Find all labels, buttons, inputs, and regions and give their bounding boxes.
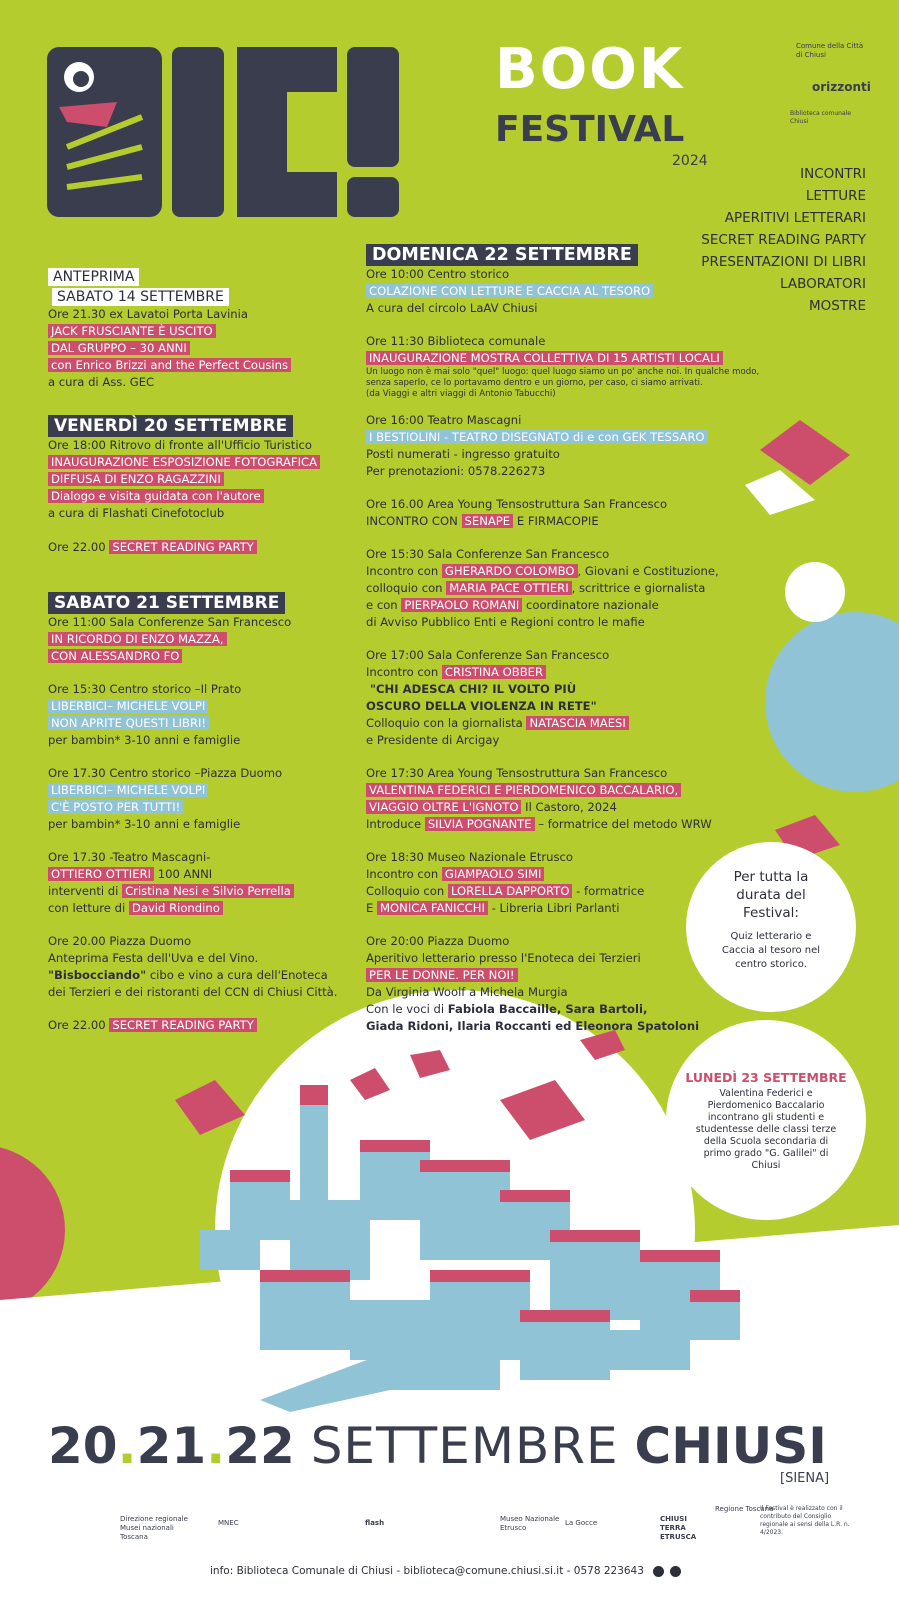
circle-title: LUNEDÌ 23 SETTEMBRE bbox=[685, 1070, 847, 1085]
event-title: SECRET READING PARTY bbox=[109, 540, 257, 554]
event-guest: GHERARDO COLOMBO bbox=[442, 564, 578, 578]
event-title: IN RICORDO DI ENZO MAZZA, bbox=[48, 632, 227, 646]
event-title: INAUGURAZIONE MOSTRA COLLETTIVA DI 15 ARTISTI LOCALI bbox=[366, 351, 723, 365]
date-day: 22 bbox=[225, 1417, 295, 1475]
event-audience: per bambin* 3-10 anni e famiglie bbox=[48, 817, 241, 831]
menu-item: LABORATORI bbox=[780, 276, 866, 292]
province: [SIENA] bbox=[780, 1471, 830, 1486]
event-guest: con Enrico Brizzi and the Perfect Cousins bbox=[48, 358, 291, 372]
event-time: Ore 22.00 bbox=[48, 1018, 106, 1032]
contact-info bbox=[210, 1565, 681, 1577]
event-title: "Bisbocciando" bbox=[48, 968, 147, 982]
facebook-icon[interactable] bbox=[653, 1566, 664, 1577]
event-label: , Giovani e Costituzione, bbox=[577, 564, 719, 578]
sponsor-strip bbox=[60, 1505, 860, 1555]
instagram-icon[interactable] bbox=[670, 1566, 681, 1577]
day-title: DOMENICA 22 SETTEMBRE bbox=[366, 244, 638, 266]
event-guest: CRISTINA OBBER bbox=[442, 665, 546, 679]
event-time: Ore 10:00 Centro storico bbox=[366, 267, 510, 281]
event-title: DAL GRUPPO – 30 ANNI bbox=[48, 341, 190, 355]
event-guests: Giada Ridoni, Ilaria Roccanti ed Eleonora Spatoloni bbox=[366, 1019, 700, 1033]
event-label: Introduce bbox=[366, 817, 422, 831]
event-label: – formatrice del metodo WRW bbox=[538, 817, 712, 831]
menu-item: INCONTRI bbox=[800, 166, 866, 182]
event-time: Ore 17:00 Sala Conferenze San Francesco bbox=[366, 648, 610, 662]
event-audience: per bambin* 3-10 anni e famiglie bbox=[48, 733, 241, 747]
event-publisher: Il Castoro, 2024 bbox=[525, 800, 617, 814]
event-label: - Libreria Libri Parlanti bbox=[491, 901, 620, 915]
event-guest: SENAPE bbox=[462, 514, 514, 528]
event-title: INAUGURAZIONE ESPOSIZIONE FOTOGRAFICA bbox=[48, 455, 320, 469]
festival-info-circle bbox=[686, 842, 856, 1012]
sponsor-logo: flash bbox=[365, 1519, 385, 1527]
partner-logo-orizzonti: orizzonti bbox=[812, 80, 871, 94]
event-guest: SILVIA POGNANTE bbox=[425, 817, 535, 831]
event-subtitle: Anteprima Festa dell'Uva e del Vino. bbox=[48, 951, 259, 965]
event-title: C'È POSTO PER TUTTI! bbox=[48, 800, 183, 814]
event-time: Ore 18:30 Museo Nazionale Etrusco bbox=[366, 850, 574, 864]
event-quote: senza saperlo, ce lo portavamo dentro e un giorno, per caso, ci siamo arrivati. bbox=[366, 378, 703, 388]
event-guest: NATASCIA MAESI bbox=[526, 716, 628, 730]
sabato-block bbox=[48, 592, 337, 1034]
event-title: DIFFUSA DI ENZO RAGAZZINI bbox=[48, 472, 224, 486]
event-description: e Presidente di Arcigay bbox=[366, 733, 500, 747]
event-time: Ore 16.00 Area Young Tensostruttura San Francesco bbox=[366, 497, 668, 511]
sponsor-logo: CHIUSI TERRA ETRUSCA bbox=[660, 1515, 697, 1541]
event-info: Posti numerati - ingresso gratuito bbox=[366, 447, 560, 461]
circle-title: Per tutta la durata del Festival: bbox=[733, 869, 809, 921]
date-month: SETTEMBRE bbox=[310, 1417, 619, 1475]
event-quote-source: (da Viaggi e altri viaggi di Antonio Tabucchi) bbox=[366, 389, 556, 399]
event-title: "CHI ADESCA CHI? IL VOLTO PIÙ bbox=[370, 682, 577, 696]
partner-logo-comune bbox=[796, 42, 866, 68]
event-booking: Per prenotazioni: 0578.226273 bbox=[366, 464, 546, 478]
event-label: interventi di bbox=[48, 884, 119, 898]
sponsor-logo: Museo Nazionale Etrusco bbox=[500, 1515, 560, 1532]
sponsor-logo: La Gocce bbox=[565, 1519, 598, 1527]
event-guest: PIERPAOLO ROMANI bbox=[401, 598, 522, 612]
circle-body: Quiz letterario e Caccia al tesoro nel centro storico. bbox=[721, 931, 821, 970]
partner-biblioteca-label: Biblioteca comunale Chiusi bbox=[790, 110, 851, 125]
event-label: INCONTRO CON bbox=[366, 514, 458, 528]
event-label: Incontro con bbox=[366, 564, 439, 578]
sponsor-logo: Regione Toscana bbox=[715, 1505, 774, 1513]
event-time: Ore 15:30 Sala Conferenze San Francesco bbox=[366, 547, 610, 561]
city-name: CHIUSI bbox=[634, 1417, 827, 1475]
event-guest: Cristina Nesi e Silvio Perrella bbox=[122, 884, 294, 898]
event-organizer: a cura di Flashati Cinefotoclub bbox=[48, 506, 225, 520]
menu-item: MOSTRE bbox=[809, 298, 866, 314]
event-guest: LORELLA DAPPORTO bbox=[448, 884, 573, 898]
event-label: Colloquio con bbox=[366, 884, 445, 898]
event-guest: David Riondino bbox=[129, 901, 223, 915]
event-label: Con le voci di bbox=[366, 1002, 445, 1016]
event-title: JACK FRUSCIANTE È USCITO bbox=[48, 324, 216, 338]
event-label: coordinatore nazionale bbox=[525, 598, 659, 612]
event-time: Ore 22.00 bbox=[48, 540, 106, 554]
event-time: Ore 21.30 ex Lavatoi Porta Lavinia bbox=[48, 307, 248, 321]
anteprima-date: SABATO 14 SETTEMBRE bbox=[52, 288, 229, 306]
event-label: Colloquio con la giornalista bbox=[366, 716, 523, 730]
festival-dates: 20.21.22 SETTEMBRE CHIUSI bbox=[48, 1417, 827, 1475]
event-time: Ore 18:00 Ritrovo di fronte all'Ufficio Turistico bbox=[48, 438, 313, 452]
event-title: NON APRITE QUESTI LIBRI! bbox=[48, 716, 209, 730]
event-label: E bbox=[366, 901, 374, 915]
event-quote: Un luogo non è mai solo "quel" luogo: quel luogo siamo un po' anche noi. In qualche modo, bbox=[366, 367, 760, 377]
day-title: SABATO 21 SETTEMBRE bbox=[48, 592, 285, 614]
menu-item: PRESENTAZIONI DI LIBRI bbox=[701, 254, 866, 270]
event-subtitle: Aperitivo letterario presso l'Enoteca dei Terzieri bbox=[366, 951, 641, 965]
event-guest: GIAMPAOLO SIMI bbox=[442, 867, 545, 881]
event-guest: MARIA PACE OTTIERI bbox=[446, 581, 571, 595]
event-title: OTTIERO OTTIERI bbox=[48, 867, 154, 881]
event-time: Ore 17.30 -Teatro Mascagni- bbox=[48, 850, 211, 864]
menu-item: LETTURE bbox=[805, 188, 866, 204]
event-organizer: a cura di Ass. GEC bbox=[48, 375, 155, 389]
anteprima-label: ANTEPRIMA bbox=[48, 268, 139, 286]
event-title: I BESTIOLINI - TEATRO DISEGNATO di e con GEK TESSARO bbox=[366, 430, 708, 444]
venerdi-block bbox=[48, 415, 320, 556]
event-label: con letture di bbox=[48, 901, 126, 915]
event-subtitle: Dialogo e visita guidata con l'autore bbox=[48, 489, 264, 503]
logo-year: 2024 bbox=[672, 153, 708, 169]
event-title: VIAGGIO OLTRE L'IGNOTO bbox=[366, 800, 521, 814]
day-title: VENERDÌ 20 SETTEMBRE bbox=[48, 415, 293, 437]
event-guests: Fabiola Baccaille, Sara Bartoli, bbox=[447, 1002, 648, 1016]
event-title-suffix: 100 ANNI bbox=[157, 867, 213, 881]
sponsor-logo: Direzione regionale Musei nazionali Toscana bbox=[120, 1515, 188, 1541]
event-title: COLAZIONE CON LETTURE E CACCIA AL TESORO bbox=[366, 284, 653, 298]
event-title: VALENTINA FEDERICI E PIERDOMENICO BACCALARIO, bbox=[366, 783, 681, 797]
event-label: Incontro con bbox=[366, 867, 439, 881]
menu-item: APERITIVI LETTERARI bbox=[724, 210, 866, 226]
funding-disclaimer: Il Festival è realizzato con il contributo del Consiglio regionale ai sensi della L.R. n. 4/2023. bbox=[760, 1505, 850, 1536]
event-label: E FIRMACOPIE bbox=[516, 514, 599, 528]
event-label: , scrittrice e giornalista bbox=[571, 581, 706, 595]
event-title: CON ALESSANDRO FO bbox=[48, 649, 182, 663]
event-label: - formatrice bbox=[576, 884, 645, 898]
anteprima-block bbox=[48, 266, 291, 391]
event-description: dei Terzieri e dei ristoranti del CCN di Chiusi Città. bbox=[48, 985, 338, 999]
event-title: PER LE DONNE. PER NOI! bbox=[366, 968, 518, 982]
event-title: OSCURO DELLA VIOLENZA IN RETE" bbox=[366, 699, 597, 713]
circle-body: Valentina Federici e Pierdomenico Baccalario incontrano gli studenti e studentesse delle classi terze della Scuola secondaria di primo grado "G. Galilei" di Chiusi bbox=[695, 1088, 837, 1171]
event-time: Ore 20:00 Piazza Duomo bbox=[366, 934, 510, 948]
date-day: 21 bbox=[136, 1417, 207, 1475]
menu-item: SECRET READING PARTY bbox=[701, 232, 866, 248]
event-time: Ore 17:30 Area Young Tensostruttura San Francesco bbox=[366, 766, 668, 780]
event-time: Ore 17.30 Centro storico –Piazza Duomo bbox=[48, 766, 283, 780]
contact-text: info: Biblioteca Comunale di Chiusi - biblioteca@comune.chiusi.si.it - 0578 223643 bbox=[210, 1565, 644, 1577]
event-time: Ore 20.00 Piazza Duomo bbox=[48, 934, 192, 948]
event-title: LIBERBICI– MICHELE VOLPI bbox=[48, 783, 208, 797]
date-day: 20 bbox=[48, 1417, 118, 1475]
event-description: di Avviso Pubblico Enti e Regioni contro le mafie bbox=[366, 615, 645, 629]
event-label: e con bbox=[366, 598, 398, 612]
event-subtitle: Da Virginia Woolf a Michela Murgia bbox=[366, 985, 568, 999]
monday-event-circle bbox=[666, 1020, 866, 1220]
event-time: Ore 11:30 Biblioteca comunale bbox=[366, 334, 546, 348]
sponsor-logo: MNEC bbox=[218, 1519, 239, 1527]
festival-logo bbox=[47, 47, 487, 217]
partner-comune-label: Comune della Città di Chiusi bbox=[796, 42, 864, 59]
event-time: Ore 15:30 Centro storico –Il Prato bbox=[48, 682, 242, 696]
event-label: Incontro con bbox=[366, 665, 439, 679]
logo-festival: FESTIVAL bbox=[495, 109, 685, 150]
event-organizer: A cura del circolo LaAV Chiusi bbox=[366, 301, 538, 315]
event-time: Ore 11:00 Sala Conferenze San Francesco bbox=[48, 615, 292, 629]
event-title: LIBERBICI– MICHELE VOLPI bbox=[48, 699, 208, 713]
event-description: cibo e vino a cura dell'Enoteca bbox=[149, 968, 328, 982]
event-label: colloquio con bbox=[366, 581, 443, 595]
logo-book: BOOK bbox=[495, 37, 685, 102]
event-time: Ore 16:00 Teatro Mascagni bbox=[366, 413, 522, 427]
event-guest: MONICA FANICCHI bbox=[377, 901, 488, 915]
event-title: SECRET READING PARTY bbox=[109, 1018, 257, 1032]
partner-logo-biblioteca bbox=[790, 110, 865, 126]
